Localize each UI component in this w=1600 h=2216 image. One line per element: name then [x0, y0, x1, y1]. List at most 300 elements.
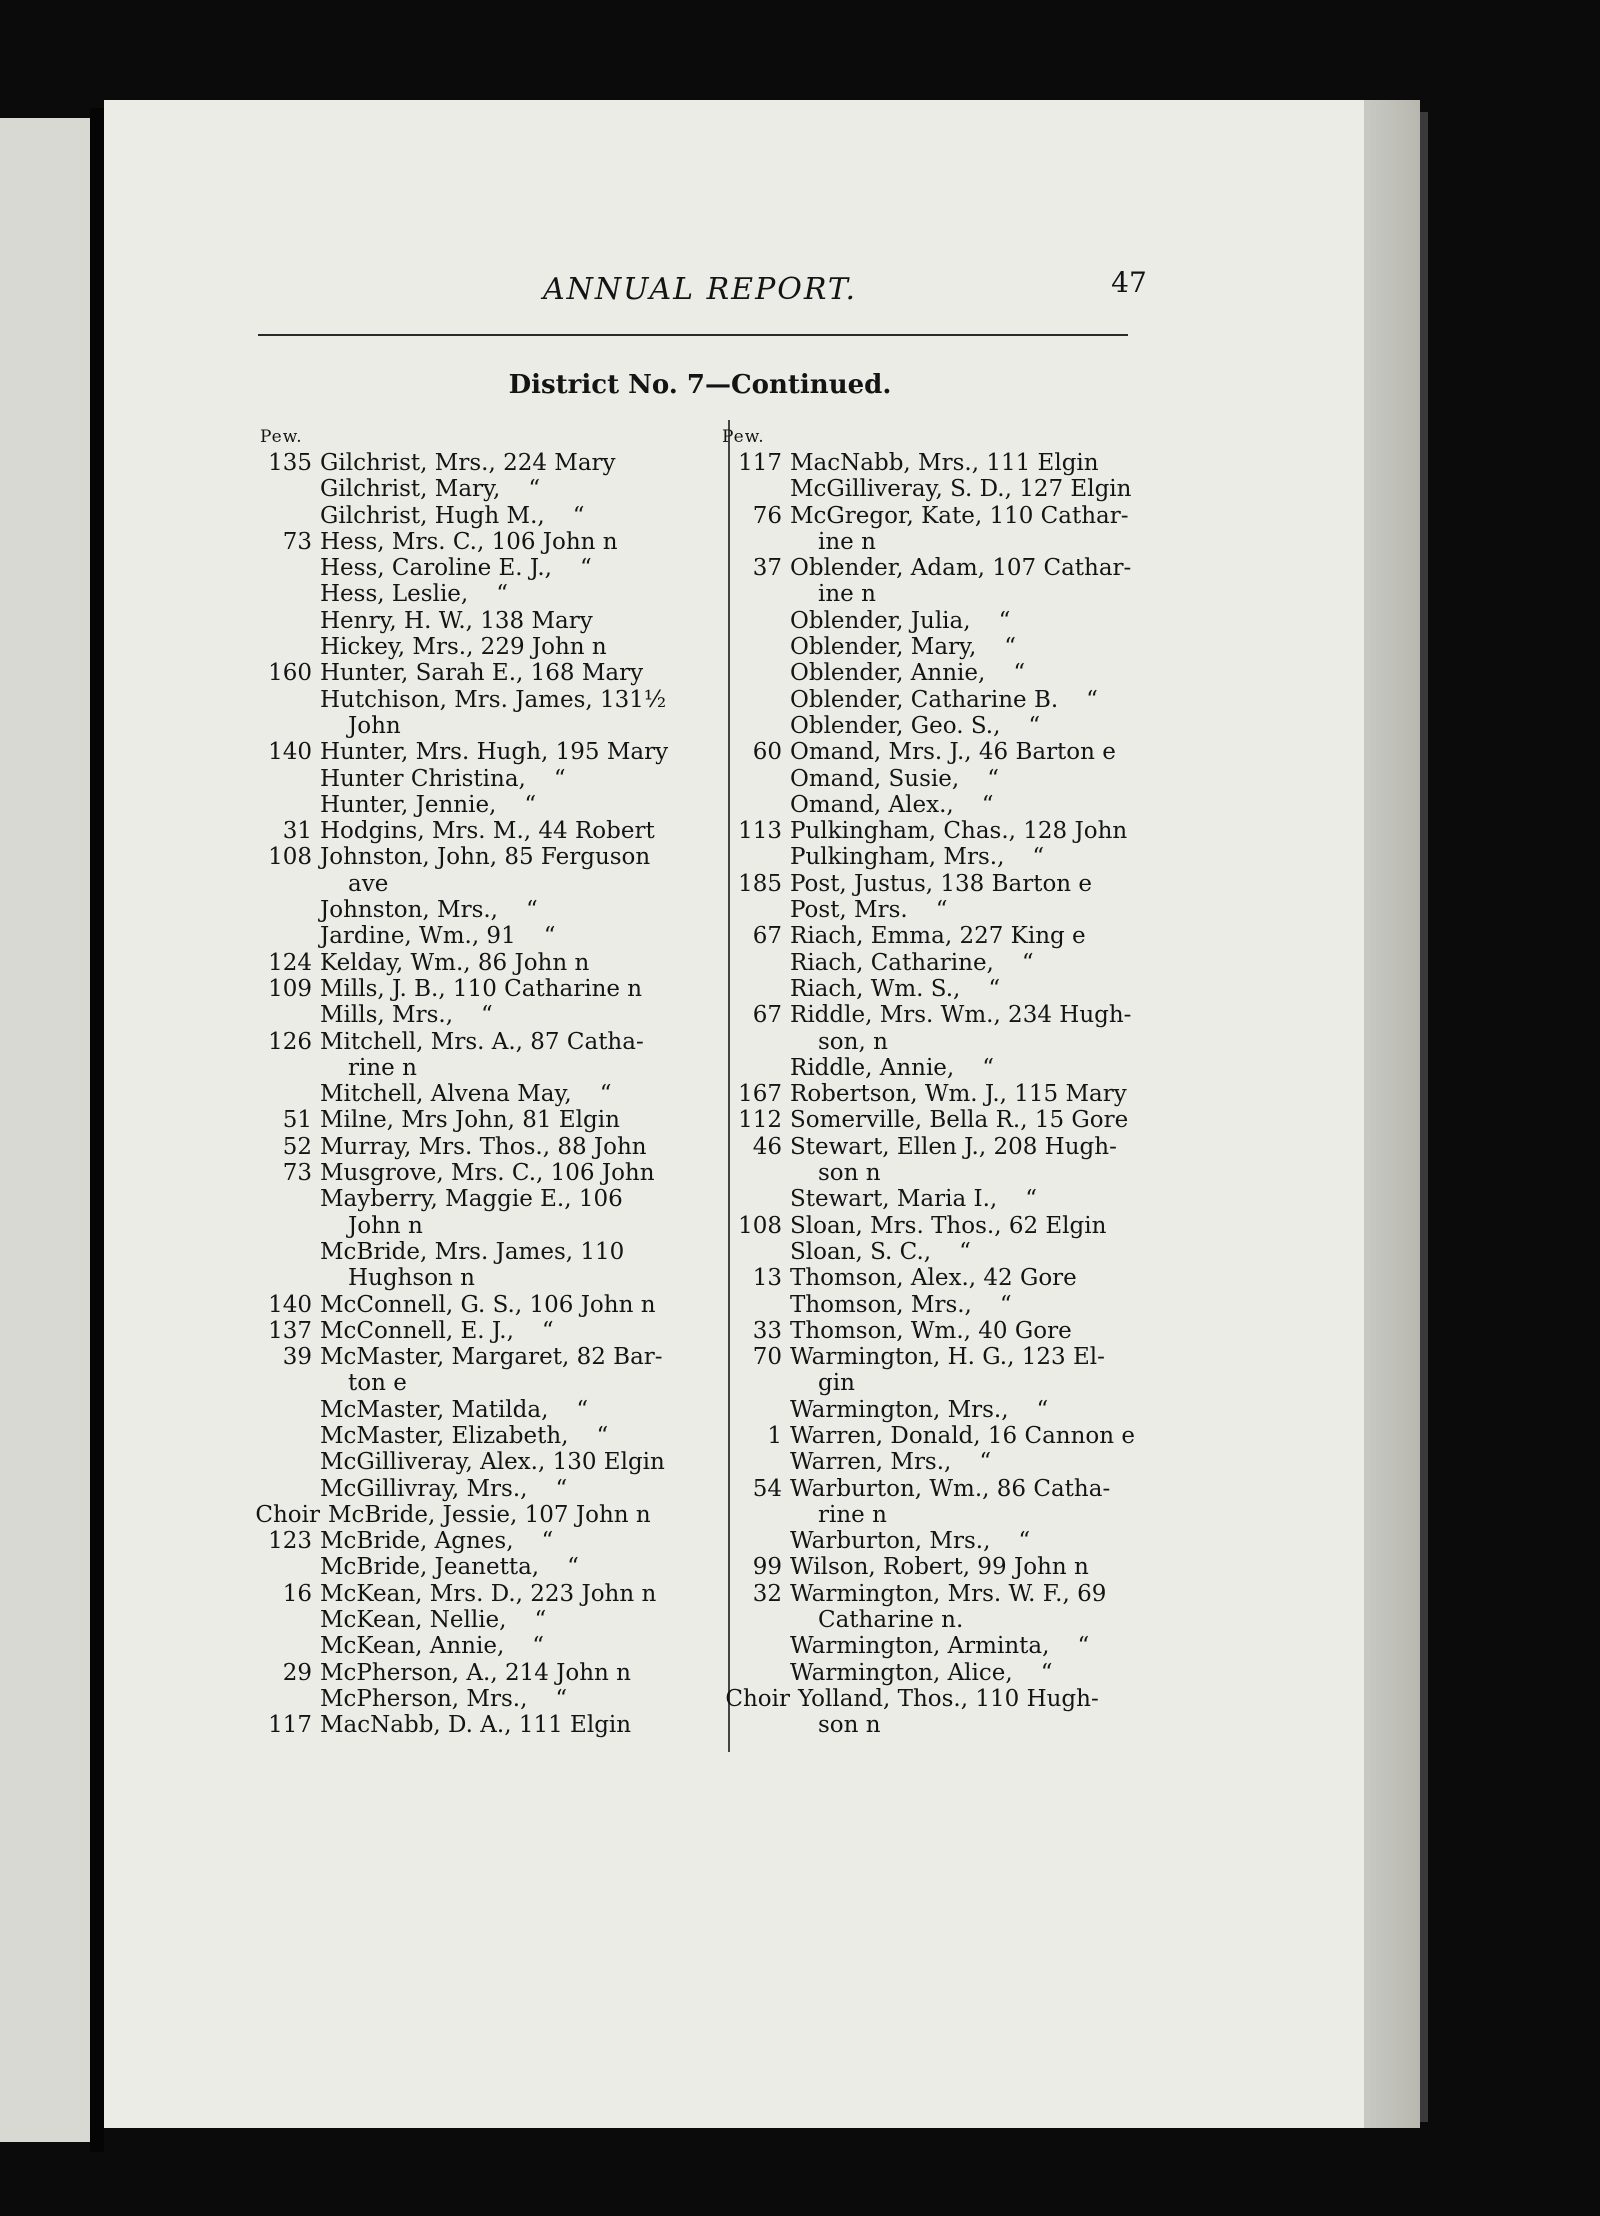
list-item [240, 976, 720, 1002]
list-item [710, 976, 1180, 1002]
list-item [240, 476, 720, 502]
pew-number: 1 [767, 1422, 782, 1449]
entry-name: McGilliveray, Alex., 130 Elgin [320, 1449, 665, 1476]
pew-number: 31 [282, 818, 312, 845]
pew-number [710, 1449, 790, 1475]
ditto-mark: “ [541, 1528, 554, 1555]
facing-page-edge [0, 118, 90, 2142]
pew-number [710, 476, 790, 502]
entry-name: Riach, Emma, 227 King e [790, 923, 1086, 950]
list-item [710, 766, 1180, 792]
pew-number: 112 [738, 1107, 782, 1134]
pew-number [240, 897, 320, 923]
entry-name: Post, Mrs. [790, 897, 908, 924]
entry-name: Mills, Mrs., [320, 1002, 454, 1029]
right-column [710, 424, 1180, 1739]
pew-number [240, 1265, 320, 1291]
pew-number [710, 608, 790, 634]
list-item [710, 844, 1180, 870]
entry-name: Gilchrist, Mary, [320, 476, 501, 503]
list-item [240, 897, 720, 923]
list-item [240, 923, 720, 949]
entry-name: Warren, Donald, 16 Cannon e [790, 1422, 1135, 1449]
entry-name: McKean, Annie, [320, 1633, 505, 1660]
list-item [240, 1029, 720, 1055]
pew-number [240, 555, 320, 581]
ditto-mark: “ [1086, 686, 1098, 713]
entry-name: Oblender, Catharine B. [790, 686, 1059, 713]
pew-number [710, 1502, 790, 1528]
pew-number [710, 1633, 790, 1659]
entry-name: MacNabb, Mrs., 111 Elgin [790, 450, 1099, 476]
pew-number [240, 871, 320, 897]
entry-name: Stewart, Maria I., [790, 1186, 998, 1213]
list-item [710, 476, 1180, 502]
pew-number [710, 1370, 790, 1396]
entry-name: Hunter, Jennie, [320, 791, 497, 818]
ditto-mark: “ [553, 765, 566, 792]
list-item [240, 1528, 720, 1554]
entry-name: Gilchrist, Mrs., 224 Mary [320, 450, 616, 476]
ditto-mark: “ [1036, 1396, 1049, 1423]
entry-name: Pulkingham, Mrs., [790, 844, 1005, 871]
entry-name: Musgrove, Mrs. C., 106 John [320, 1160, 655, 1187]
entry-name: Oblender, Adam, 107 Cathar- [790, 555, 1132, 582]
list-item [710, 1265, 1180, 1291]
list-item [240, 844, 720, 870]
entry-name: Jardine, Wm., 91 [320, 923, 516, 950]
pew-number [240, 1397, 320, 1423]
entry-name: Mills, J. B., 110 Catharine n [320, 975, 643, 1002]
ditto-mark: “ [1021, 949, 1034, 976]
pew-number: 185 [738, 870, 782, 897]
pew-number [240, 1633, 320, 1659]
pew-number [240, 503, 320, 529]
list-item [240, 1686, 720, 1712]
pew-number [240, 1081, 320, 1107]
pew-number [240, 1554, 320, 1580]
ditto-mark: “ [982, 1054, 994, 1081]
entry-name: Johnston, Mrs., [320, 897, 498, 924]
entry-name: Mitchell, Alvena May, [320, 1081, 572, 1108]
entry-name: Warburton, Wm., 86 Catha- [790, 1475, 1111, 1502]
pew-number [710, 581, 790, 607]
pew-number: 123 [268, 1528, 312, 1555]
pew-number: 126 [268, 1028, 312, 1055]
entry-name: Johnston, John, 85 Ferguson [320, 844, 651, 871]
ditto-mark: “ [532, 1633, 545, 1660]
list-item [240, 818, 720, 844]
pew-number: 76 [752, 502, 782, 529]
list-item [710, 1002, 1180, 1028]
pew-number [240, 687, 320, 713]
ditto-mark: “ [572, 502, 585, 529]
list-item [240, 503, 720, 529]
pew-number [710, 1055, 790, 1081]
list-item [240, 634, 720, 660]
entry-name: Sloan, Mrs. Thos., 62 Elgin [790, 1212, 1107, 1239]
list-item [710, 660, 1180, 686]
list-item [240, 1554, 720, 1580]
pew-number [240, 476, 320, 502]
list-item [710, 503, 1180, 529]
list-item [710, 1134, 1180, 1160]
pew-number: 124 [268, 949, 312, 976]
entry-name: Pulkingham, Chas., 128 John [790, 818, 1128, 845]
entry-name: McBride, Jeanetta, [320, 1554, 540, 1581]
pew-number: 108 [738, 1212, 782, 1239]
pew-number: 99 [752, 1554, 782, 1581]
list-item [240, 581, 720, 607]
entry-name: Oblender, Annie, [790, 660, 986, 687]
list-item [710, 1607, 1180, 1633]
pew-number [710, 1712, 790, 1738]
entry-name: McPherson, A., 214 John n [320, 1659, 631, 1686]
entry-continuation: ton e [348, 1370, 407, 1397]
entry-name: Murray, Mrs. Thos., 88 John [320, 1133, 647, 1160]
pew-number [240, 1370, 320, 1396]
pew-number: 60 [752, 739, 782, 766]
pew-number [240, 923, 320, 949]
ditto-mark: “ [534, 1607, 547, 1634]
pew-number [710, 713, 790, 739]
entry-name: Hutchison, Mrs. James, 131½ [320, 686, 667, 713]
entry-name: Hess, Caroline E. J., [320, 555, 552, 582]
pew-number: 67 [752, 923, 782, 950]
entry-continuation: rine n [818, 1501, 887, 1528]
pew-number: 137 [268, 1317, 312, 1344]
pew-number [240, 792, 320, 818]
list-item [240, 1107, 720, 1133]
list-item [710, 792, 1180, 818]
pew-number [240, 1213, 320, 1239]
pew-number [710, 1186, 790, 1212]
entry-continuation: ine n [818, 581, 876, 608]
entry-name: Riach, Catharine, [790, 949, 994, 976]
entry-continuation: gin [818, 1370, 855, 1397]
pew-number: 140 [268, 1291, 312, 1318]
entry-continuation: ave [348, 870, 389, 897]
list-item [710, 1449, 1180, 1475]
entry-name: McBride, Agnes, [320, 1528, 514, 1555]
list-item [240, 1633, 720, 1659]
entry-name: Henry, H. W., 138 Mary [320, 607, 593, 634]
ditto-mark: “ [481, 1002, 493, 1029]
entry-name: Warmington, Mrs., [790, 1396, 1009, 1423]
entry-continuation: Catharine n. [818, 1607, 964, 1634]
list-item [240, 687, 720, 713]
list-item [710, 897, 1180, 923]
entry-name: Robertson, Wm. J., 115 Mary [790, 1081, 1127, 1108]
entry-name: Wilson, Robert, 99 John n [790, 1554, 1089, 1581]
pew-number [710, 1160, 790, 1186]
pew-number: 117 [738, 450, 782, 476]
entry-continuation: son n [818, 1160, 881, 1187]
entry-continuation: Hughson n [348, 1265, 475, 1292]
entry-name: Warren, Mrs., [790, 1449, 952, 1476]
entry-name: Mayberry, Maggie E., 106 [320, 1186, 623, 1213]
ditto-mark: “ [988, 975, 1001, 1002]
list-item [710, 529, 1180, 555]
pew-number [240, 1186, 320, 1212]
list-item [710, 950, 1180, 976]
list-item [710, 1423, 1180, 1449]
ditto-mark: “ [1018, 1528, 1031, 1555]
entry-name: Hess, Mrs. C., 106 John n [320, 528, 618, 555]
list-item [240, 1502, 720, 1528]
entry-name: MacNabb, D. A., 111 Elgin [320, 1712, 632, 1739]
entry-name: Warmington, Alice, [790, 1659, 1013, 1686]
list-item [240, 713, 720, 739]
pew-number: 51 [282, 1107, 312, 1134]
list-item [710, 1370, 1180, 1396]
pew-number: 113 [738, 818, 782, 845]
entry-name: Hunter Christina, [320, 765, 526, 792]
list-item [240, 660, 720, 686]
column-header: Pew. [260, 427, 303, 447]
ditto-mark: “ [524, 791, 537, 818]
pew-number: 13 [752, 1265, 782, 1292]
pew-number: 73 [282, 528, 312, 555]
ditto-mark: “ [981, 791, 994, 818]
entry-name: McBride, Jessie, 107 John n [328, 1501, 651, 1528]
ditto-mark: “ [987, 765, 999, 792]
ditto-mark: “ [579, 555, 592, 582]
pew-number [240, 581, 320, 607]
pew-number [710, 660, 790, 686]
list-item [710, 1029, 1180, 1055]
list-item [710, 1554, 1180, 1580]
pew-number [710, 1660, 790, 1686]
ditto-mark: “ [576, 1396, 589, 1423]
ditto-mark: “ [543, 923, 556, 950]
ditto-mark: “ [496, 581, 508, 608]
header-rule [258, 334, 1128, 336]
pew-number [710, 1528, 790, 1554]
pew-number: 46 [752, 1133, 782, 1160]
column-header: Pew. [722, 427, 765, 447]
entry-continuation: John [348, 712, 401, 739]
entry-name: Yolland, Thos., 110 Hugh- [798, 1685, 1099, 1712]
ditto-mark: “ [1025, 1186, 1037, 1213]
pew-number [710, 1029, 790, 1055]
list-item [710, 1292, 1180, 1318]
list-item [240, 1476, 720, 1502]
list-item [240, 608, 720, 634]
entry-name: Gilchrist, Hugh M., [320, 502, 545, 529]
page-number: 47 [1111, 266, 1147, 299]
page-stack-edge [1364, 100, 1420, 2128]
entry-continuation: ine n [818, 528, 876, 555]
pew-number [240, 766, 320, 792]
list-item [240, 1265, 720, 1291]
entry-name: McMaster, Matilda, [320, 1396, 549, 1423]
ditto-mark: “ [979, 1449, 992, 1476]
list-item [710, 1476, 1180, 1502]
ditto-mark: “ [998, 607, 1011, 634]
list-item [710, 1318, 1180, 1344]
list-item [240, 1160, 720, 1186]
entry-name: Riddle, Mrs. Wm., 234 Hugh- [790, 1002, 1132, 1029]
ditto-mark: “ [1032, 844, 1045, 871]
list-item [240, 1660, 720, 1686]
pew-number [710, 529, 790, 555]
entry-continuation: son n [818, 1712, 881, 1739]
entry-name: McPherson, Mrs., [320, 1685, 528, 1712]
pew-number: Choir [255, 1501, 320, 1528]
pew-number [240, 713, 320, 739]
entry-name: Post, Justus, 138 Barton e [790, 870, 1093, 897]
entry-name: McGilliveray, S. D., 127 Elgin [790, 476, 1132, 503]
ditto-mark: “ [528, 476, 541, 503]
list-item [240, 739, 720, 765]
list-item [240, 1186, 720, 1212]
entry-name: Riach, Wm. S., [790, 975, 961, 1002]
list-item [240, 950, 720, 976]
ditto-mark: “ [599, 1081, 612, 1108]
entry-name: McGregor, Kate, 110 Cathar- [790, 502, 1129, 529]
list-item [710, 1397, 1180, 1423]
list-item [710, 923, 1180, 949]
ditto-mark: “ [999, 1291, 1012, 1318]
entry-name: McMaster, Margaret, 82 Bar- [320, 1344, 663, 1371]
entry-name: Hunter, Sarah E., 168 Mary [320, 660, 644, 687]
pew-number [240, 1423, 320, 1449]
list-item [710, 1160, 1180, 1186]
pew-number [240, 1686, 320, 1712]
list-item [240, 1318, 720, 1344]
pew-number: 108 [268, 844, 312, 871]
ditto-mark: “ [526, 897, 538, 924]
pew-number [240, 608, 320, 634]
pew-number: 33 [752, 1317, 782, 1344]
ditto-mark: “ [1028, 712, 1041, 739]
entry-list [710, 450, 1180, 1739]
list-item [710, 739, 1180, 765]
entry-continuation: rine n [348, 1054, 417, 1081]
pew-number: Choir [725, 1685, 790, 1712]
entry-name: Omand, Mrs. J., 46 Barton e [790, 739, 1116, 766]
ditto-mark: “ [959, 1238, 971, 1265]
pew-number [710, 634, 790, 660]
list-item [240, 1002, 720, 1028]
entry-name: McKean, Mrs. D., 223 John n [320, 1580, 657, 1607]
pew-number [710, 1607, 790, 1633]
list-item [710, 818, 1180, 844]
pew-number: 70 [752, 1344, 782, 1371]
pew-number [710, 950, 790, 976]
list-item [710, 1686, 1180, 1712]
entry-name: Warmington, Mrs. W. F., 69 [790, 1580, 1107, 1607]
pew-number: 73 [282, 1160, 312, 1187]
list-item [710, 1528, 1180, 1554]
entry-name: Riddle, Annie, [790, 1054, 955, 1081]
list-item [710, 687, 1180, 713]
pew-number [710, 792, 790, 818]
entry-name: Milne, Mrs John, 81 Elgin [320, 1107, 620, 1134]
entry-name: Warburton, Mrs., [790, 1528, 991, 1555]
entry-name: Somerville, Bella R., 15 Gore [790, 1107, 1129, 1134]
entry-name: Stewart, Ellen J., 208 Hugh- [790, 1133, 1117, 1160]
list-item [710, 1055, 1180, 1081]
ditto-mark: “ [935, 897, 948, 924]
pew-number [240, 1607, 320, 1633]
entry-name: Omand, Susie, [790, 765, 960, 792]
entry-name: Oblender, Mary, [790, 634, 977, 661]
entry-name: Kelday, Wm., 86 John n [320, 949, 590, 976]
list-item [240, 1581, 720, 1607]
list-item [240, 1292, 720, 1318]
pew-number: 29 [282, 1659, 312, 1686]
list-item [240, 1081, 720, 1107]
list-item [710, 581, 1180, 607]
section-heading: District No. 7—Continued. [508, 370, 892, 400]
list-item [240, 1213, 720, 1239]
list-item [710, 1344, 1180, 1370]
entry-name: Omand, Alex., [790, 791, 954, 818]
entry-name: Hodgins, Mrs. M., 44 Robert [320, 818, 655, 845]
ditto-mark: “ [567, 1554, 579, 1581]
entry-name: McConnell, G. S., 106 John n [320, 1291, 656, 1318]
entry-name: Hunter, Mrs. Hugh, 195 Mary [320, 739, 669, 766]
list-item [710, 608, 1180, 634]
entry-name: Oblender, Geo. S., [790, 712, 1001, 739]
list-item [710, 1239, 1180, 1265]
entry-name: Oblender, Julia, [790, 607, 971, 634]
entry-name: Thomson, Alex., 42 Gore [790, 1265, 1077, 1292]
list-item [710, 1186, 1180, 1212]
entry-name: Thomson, Mrs., [790, 1291, 972, 1318]
list-item [240, 450, 720, 476]
pew-number: 167 [738, 1081, 782, 1108]
list-item [710, 1660, 1180, 1686]
ditto-mark: “ [596, 1422, 609, 1449]
pew-number: 109 [268, 975, 312, 1002]
list-item [240, 1344, 720, 1370]
list-item [710, 1712, 1180, 1738]
pew-number [710, 1397, 790, 1423]
ditto-mark: “ [1013, 660, 1026, 687]
list-item [710, 1081, 1180, 1107]
pew-number [710, 1239, 790, 1265]
ditto-mark: “ [1077, 1633, 1090, 1660]
pew-number [240, 1239, 320, 1265]
pew-number [240, 1476, 320, 1502]
entry-name: Hickey, Mrs., 229 John n [320, 634, 607, 661]
entry-name: Mitchell, Mrs. A., 87 Catha- [320, 1028, 644, 1055]
ditto-mark: “ [555, 1475, 568, 1502]
entry-name: McConnell, E. J., [320, 1317, 514, 1344]
pew-number [240, 634, 320, 660]
pew-number: 32 [752, 1580, 782, 1607]
pew-number [710, 976, 790, 1002]
list-item [710, 1213, 1180, 1239]
ditto-mark: “ [541, 1317, 554, 1344]
page-stack-shadow [1420, 112, 1428, 2122]
list-item [240, 529, 720, 555]
entry-continuation: John n [348, 1212, 423, 1239]
entry-name: Warmington, Arminta, [790, 1633, 1050, 1660]
list-item [710, 1581, 1180, 1607]
page-gutter [90, 108, 104, 2152]
list-item [710, 713, 1180, 739]
left-column [240, 424, 720, 1739]
list-item [240, 1712, 720, 1738]
list-item [240, 1239, 720, 1265]
list-item [240, 1370, 720, 1396]
list-item [240, 1397, 720, 1423]
pew-number: 52 [282, 1133, 312, 1160]
